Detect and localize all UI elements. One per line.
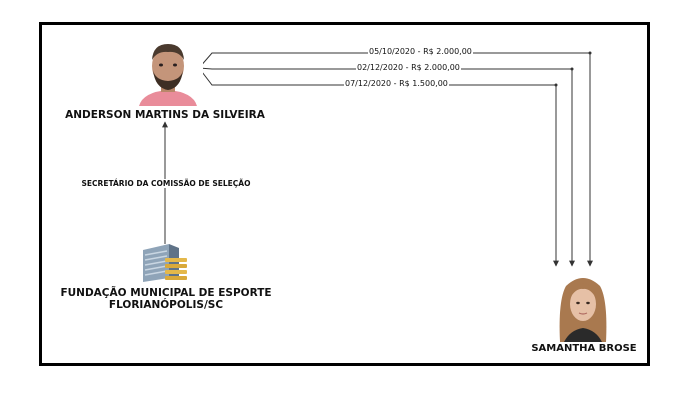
- organization-line1: FUNDAÇÃO MUNICIPAL DE ESPORTE: [60, 287, 272, 299]
- role-label: SECRETÁRIO DA COMISSÃO DE SELEÇÃO: [66, 179, 266, 188]
- transfer-line-3: [199, 68, 556, 266]
- samantha-name: SAMANTHA BROSE: [531, 343, 637, 354]
- samantha-photo: [550, 270, 616, 342]
- anderson-name: ANDERSON MARTINS DA SILVEIRA: [65, 109, 265, 121]
- transfer-label-3: 07/12/2020 - R$ 1.500,00: [345, 79, 448, 88]
- organization-name: [46, 287, 286, 311]
- transfer-line-2: [199, 68, 572, 266]
- building-icon: [139, 244, 191, 284]
- anderson-photo: [133, 40, 203, 106]
- transfer-label-1: 05/10/2020 - R$ 2.000,00: [369, 47, 472, 56]
- transfer-label-2: 02/12/2020 - R$ 2.000,00: [357, 63, 460, 72]
- organization-line2: FLORIANÓPOLIS/SC: [108, 299, 224, 311]
